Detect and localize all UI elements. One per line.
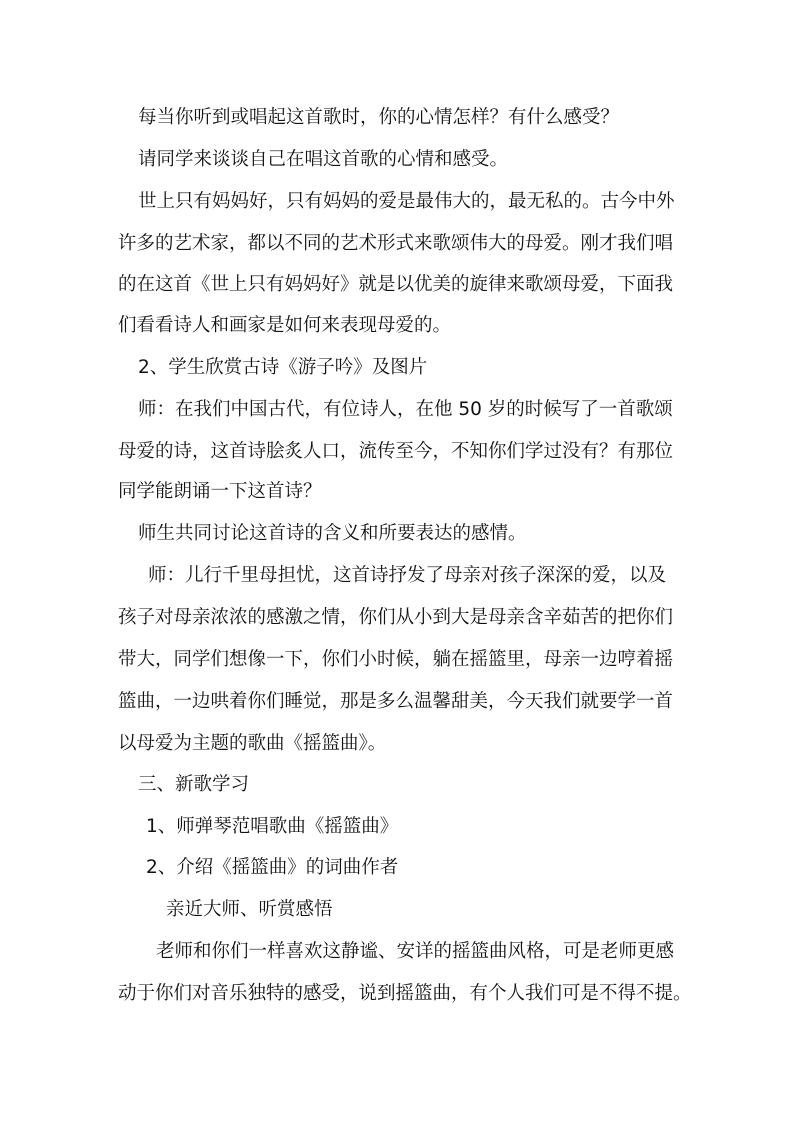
list-item: 2、介绍《摇篮曲》的词曲作者 bbox=[146, 857, 399, 878]
paragraph-line: 们看看诗人和画家是如何来表现母爱的。 bbox=[118, 315, 452, 336]
paragraph-line: 以母爱为主题的歌曲《摇篮曲》。 bbox=[118, 733, 387, 754]
section-heading: 三、新歌学习 bbox=[138, 774, 250, 795]
paragraph-line: 的在这首《世上只有妈妈好》就是以优美的旋律来歌颂母爱，下面我 bbox=[118, 274, 674, 295]
paragraph-line: 世上只有妈妈好，只有妈妈的爱是最伟大的，最无私的。古今中外 bbox=[138, 191, 675, 212]
paragraph-line: 篮曲，一边哄着你们睡觉，那是多么温馨甜美，今天我们就要学一首 bbox=[118, 691, 674, 712]
list-item: 1、师弹琴范唱歌曲《摇篮曲》 bbox=[146, 816, 399, 837]
subheading: 亲近大师、听赏感悟 bbox=[166, 899, 333, 920]
paragraph-line: 师：儿行千里母担忧，这首诗抒发了母亲对孩子深深的爱，以及 bbox=[148, 565, 667, 586]
paragraph-line: 孩子对母亲浓浓的感激之情，你们从小到大是母亲含辛茹苦的把你们 bbox=[118, 607, 674, 628]
paragraph-line: 每当你听到或唱起这首歌时，你的心情怎样？有什么感受？ bbox=[138, 107, 620, 128]
paragraph-line: 师：在我们中国古代，有位诗人，在他 50 岁的时候写了一首歌颂 bbox=[138, 399, 673, 420]
paragraph-line: 母爱的诗，这首诗脍炙人口，流传至今，不知你们学过没有？有那位 bbox=[118, 441, 674, 462]
paragraph-line: 动于你们对音乐独特的感受，说到摇篮曲，有个人我们可是不得不提。 bbox=[118, 983, 692, 1004]
paragraph-line: 请同学来谈谈自己在唱这首歌的心情和感受。 bbox=[138, 149, 509, 170]
paragraph-line: 带大，同学们想像一下，你们小时候，躺在摇篮里，母亲一边哼着摇 bbox=[118, 649, 674, 670]
paragraph-line: 许多的艺术家，都以不同的艺术形式来歌颂伟大的母爱。刚才我们唱 bbox=[118, 233, 674, 254]
paragraph-line: 同学能朗诵一下这首诗？ bbox=[118, 481, 322, 502]
section-heading: 2、学生欣赏古诗《游子吟》及图片 bbox=[138, 357, 428, 378]
paragraph-line: 老师和你们一样喜欢这静谧、安详的摇篮曲风格，可是老师更感 bbox=[156, 941, 675, 962]
paragraph-line: 师生共同讨论这首诗的含义和所要表达的感情。 bbox=[138, 523, 527, 544]
